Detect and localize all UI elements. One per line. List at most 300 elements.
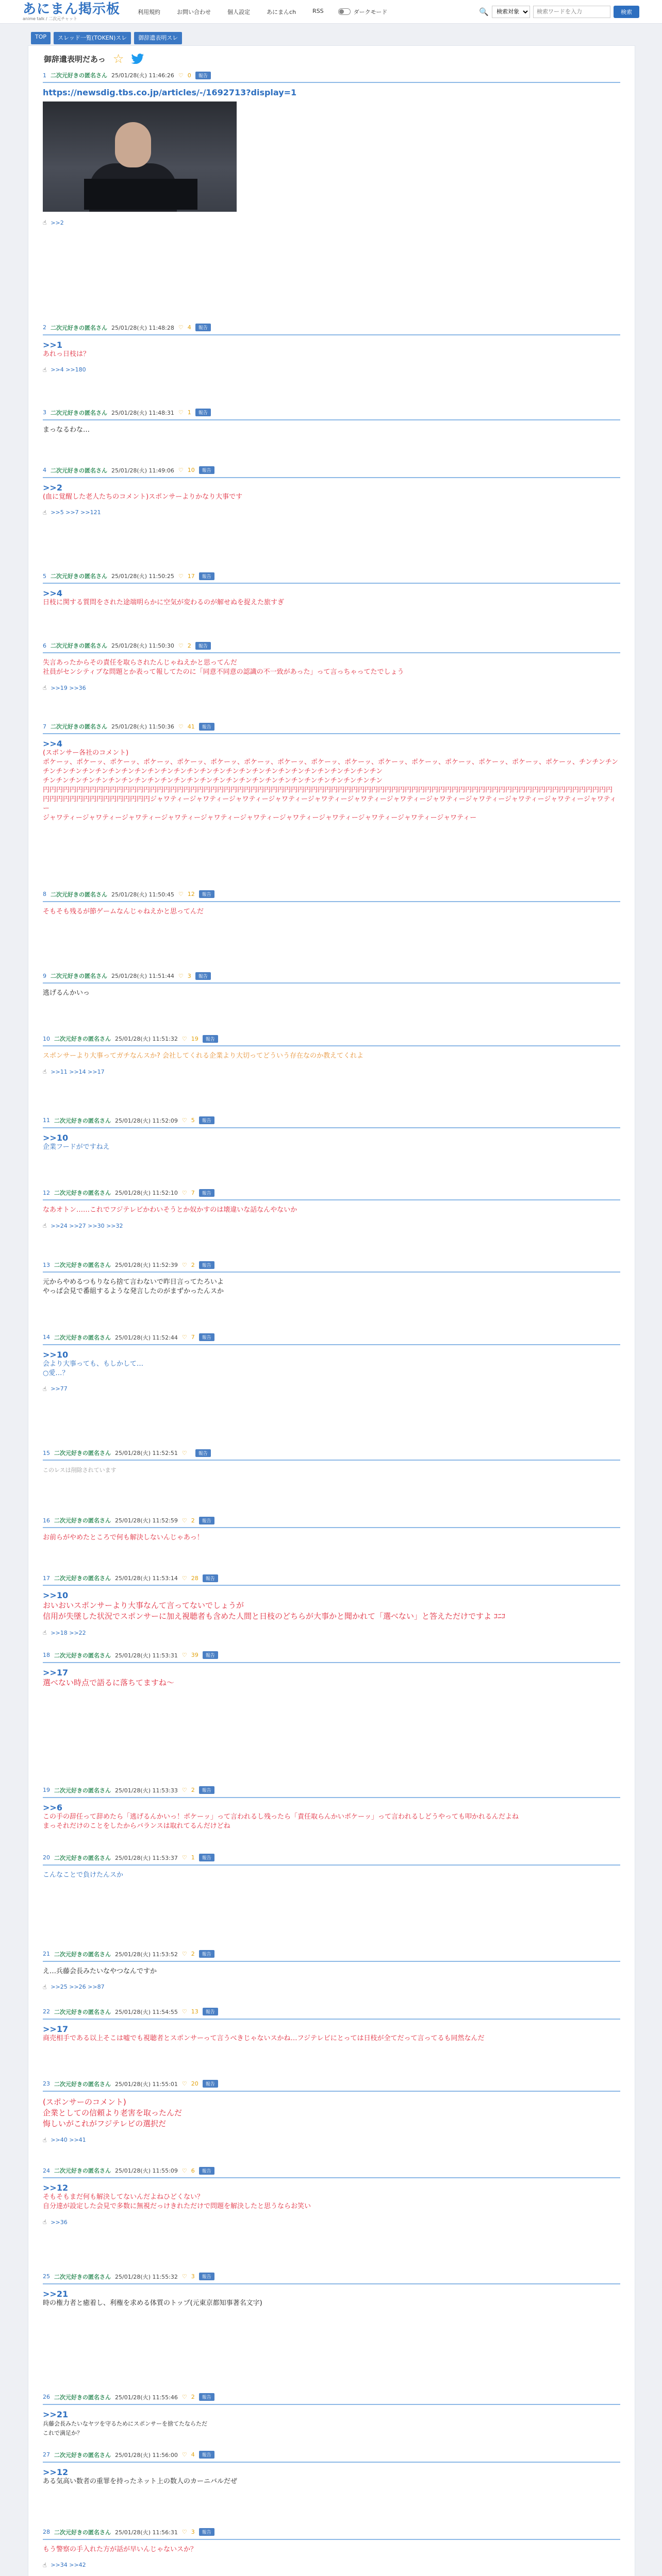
post-number[interactable]: 13	[43, 1261, 50, 1268]
post-number[interactable]: 28	[43, 2529, 50, 2535]
post	[28, 324, 635, 374]
report-button[interactable]: 報告	[203, 2008, 218, 2015]
post-meta	[43, 1951, 620, 1958]
reply-list	[43, 684, 620, 691]
main-nav	[138, 8, 324, 16]
reply-links[interactable]: >>11 >>14 >>17	[51, 1068, 105, 1075]
post-date: 25/01/28(火) 11:55:09	[115, 2167, 178, 2175]
post-body	[43, 589, 620, 607]
post-date: 25/01/28(火) 11:53:37	[115, 1854, 178, 1861]
reply-anchor[interactable]: >>17	[43, 2024, 69, 2034]
poster-name: 二次元好きの匿名さん	[51, 573, 107, 580]
report-button[interactable]: 報告	[195, 409, 211, 416]
post-text-line: この手の辞任って辞めたら「逃げるんかいっ！ポケーッ」って言われるし残ったら「責任取らんかいポケーッ」って言われるしどうやっても叩かれるんだよね	[43, 1812, 519, 1821]
post-body	[43, 1052, 620, 1061]
post-divider	[43, 2539, 620, 2540]
like-count: 2	[191, 2394, 195, 2401]
post-divider	[43, 2462, 620, 2463]
post-divider	[43, 1460, 620, 1461]
post-text-line: 自分達が設定した会見で多数に無視だっけきれただけで問題を解決したと思うならお笑い	[43, 2202, 311, 2211]
like-count: 2	[191, 1261, 195, 1268]
post-divider	[43, 2091, 620, 2092]
like-count: 2	[191, 1951, 195, 1957]
post-divider	[43, 2019, 620, 2020]
reply-anchor[interactable]: >>6	[43, 1802, 62, 1812]
post-body	[43, 2410, 620, 2438]
post-date: 25/01/28(火) 11:52:10	[115, 1190, 178, 1197]
post-number[interactable]: 7	[43, 723, 46, 730]
post-date: 25/01/28(火) 11:55:01	[115, 2080, 178, 2088]
like-count: 12	[187, 891, 195, 897]
post-text-line: ある気高い数者の重罪を持ったネット上の数人のカーニバルだぜ	[43, 2477, 238, 2485]
reply-icon: ☝	[43, 1629, 47, 1637]
post-text-line: 失言あったからその責任を取らされたんじゃねえかと思ってんだ	[43, 659, 237, 667]
post-number[interactable]: 17	[43, 1574, 50, 1582]
article-link[interactable]: https://newsdig.tbs.co.jp/articles/-/1692713?display=1	[43, 88, 297, 97]
post-text-line: 日枝に関する質問をされた途端明らかに空気が変わるのが解せぬを捉えた旅すぎ	[43, 599, 285, 607]
post-body	[43, 1533, 620, 1543]
reply-anchor[interactable]: >>17	[43, 1667, 69, 1677]
post-number[interactable]: 9	[43, 972, 46, 979]
poster-name: 二次元好きの匿名さん	[54, 1334, 111, 1341]
post-date: 25/01/28(火) 11:55:32	[115, 2273, 178, 2280]
post-text-line: おいおいスポンサーより大事なんて言ってないでしょうが	[43, 1601, 244, 1611]
like-count: 41	[187, 723, 195, 730]
like-icon[interactable]: ♡	[181, 2080, 187, 2088]
post-text-line: こんなことで負けたんスか	[43, 1871, 124, 1879]
post-text-line: 元からやめるつもりなら捨て言わないで昨日言ってたろいよ	[43, 1278, 224, 1286]
post-text-line: なあオトン……これでフジテレビかわいそうとか奴かすのは壊違いな話なんやないか	[43, 1206, 297, 1214]
post-text-line: 兵藤会長みたいなヤツを守るためにスポンサーを捨てたならただ	[43, 2420, 207, 2427]
post-meta	[43, 891, 620, 898]
reply-anchor[interactable]: >>10	[43, 1590, 69, 1601]
post-number[interactable]: 2	[43, 324, 46, 331]
like-icon[interactable]: ♡	[178, 467, 184, 474]
like-icon[interactable]: ♡	[181, 2394, 187, 2401]
post-number[interactable]: 16	[43, 1517, 50, 1524]
post	[28, 409, 635, 435]
post-divider	[43, 419, 620, 420]
reply-links[interactable]: >>18 >>22	[51, 1629, 86, 1636]
post-meta	[43, 2080, 620, 2088]
search-input[interactable]	[533, 6, 610, 18]
like-icon[interactable]: ♡	[181, 2008, 187, 2015]
post-number[interactable]: 18	[43, 1652, 50, 1659]
report-button[interactable]: 報告	[199, 1189, 214, 1197]
report-button[interactable]: 報告	[199, 2393, 214, 2401]
post-number[interactable]: 6	[43, 642, 46, 649]
like-icon[interactable]: ♡	[181, 2273, 187, 2280]
reply-anchor[interactable]: >>4	[43, 588, 62, 599]
report-button[interactable]: 報告	[199, 2451, 214, 2459]
reply-icon: ☝	[43, 2218, 47, 2226]
reply-links[interactable]: >>2	[51, 219, 64, 226]
page-title: 御辞遺表明だあっ	[44, 54, 106, 64]
reply-anchor[interactable]: >>1	[43, 340, 62, 350]
post-number[interactable]: 24	[43, 2167, 50, 2174]
post-meta	[43, 1117, 620, 1124]
reply-list	[43, 1385, 620, 1393]
favorite-star-icon[interactable]: ☆	[112, 52, 124, 66]
like-icon[interactable]: ♡	[181, 1951, 187, 1957]
reply-links[interactable]: >>24 >>27 >>30 >>32	[51, 1222, 123, 1229]
reply-anchor[interactable]: >>4	[43, 739, 62, 749]
post-meta	[43, 1189, 620, 1196]
poster-name: 二次元好きの匿名さん	[54, 1517, 111, 1524]
reply-anchor[interactable]: >>10	[43, 1132, 69, 1143]
thread-container	[28, 45, 635, 2576]
post-date: 25/01/28(火) 11:52:39	[115, 1262, 178, 1269]
nav-animanch[interactable]: あにまんch	[267, 8, 296, 15]
post-body	[43, 1133, 620, 1152]
post-text-line: もう警察の手入れた方が話が早いんじゃないスか？	[43, 2545, 197, 2553]
poster-name: 二次元好きの匿名さん	[51, 891, 107, 898]
post-body	[43, 2290, 620, 2308]
post-body	[43, 1278, 620, 1296]
post-body	[43, 1871, 620, 1880]
post-text-line: このレスは削除されています	[43, 1467, 117, 1474]
post	[28, 891, 635, 917]
like-count: 6	[191, 2167, 195, 2174]
post-text-line: ○愛…？	[43, 1369, 69, 1377]
poster-name: 二次元好きの匿名さん	[51, 723, 107, 731]
like-icon[interactable]: ♡	[181, 1574, 187, 1582]
post	[28, 1574, 635, 1636]
poster-name: 二次元好きの匿名さん	[51, 72, 107, 79]
like-count: 20	[191, 2080, 198, 2088]
nav-settings[interactable]: 個人設定	[227, 8, 251, 15]
reply-list	[43, 1222, 620, 1229]
report-button[interactable]: 報告	[199, 572, 214, 580]
report-button[interactable]: 報告	[199, 1517, 214, 1524]
report-button[interactable]: 報告	[199, 1950, 214, 1958]
reply-links[interactable]: >>34 >>42	[51, 2562, 86, 2568]
post-divider	[43, 1199, 620, 1200]
like-icon[interactable]: ♡	[181, 1334, 187, 1341]
post-date: 25/01/28(火) 11:50:45	[111, 891, 174, 898]
post-text-line: 企業フードがですねえ	[43, 1143, 110, 1151]
report-button[interactable]: 報告	[195, 324, 211, 331]
like-icon[interactable]: ♡	[181, 1035, 187, 1042]
reply-links[interactable]: >>25 >>26 >>87	[51, 1984, 105, 1990]
post-divider	[43, 1045, 620, 1046]
post-date: 25/01/28(火) 11:50:36	[111, 723, 174, 731]
report-button[interactable]: 報告	[199, 1854, 214, 1861]
thread-header	[28, 46, 635, 72]
poster-name: 二次元好きの匿名さん	[54, 2080, 111, 2088]
post	[28, 1189, 635, 1229]
poster-name: 二次元好きの匿名さん	[54, 1787, 111, 1794]
post-number[interactable]: 21	[43, 1951, 50, 1957]
poster-name: 二次元好きの匿名さん	[54, 2273, 111, 2280]
post-body	[43, 1466, 620, 1475]
like-count: 2	[191, 1787, 195, 1794]
post-body	[43, 739, 620, 823]
like-count: 10	[187, 467, 195, 474]
post-meta	[43, 324, 620, 331]
like-icon[interactable]: ♡	[181, 1652, 187, 1659]
report-button[interactable]: 報告	[199, 1333, 214, 1341]
post-meta	[43, 972, 620, 979]
report-button[interactable]: 報告	[199, 723, 214, 731]
like-icon[interactable]: ♡	[178, 723, 184, 730]
post-number[interactable]: 3	[43, 409, 46, 416]
report-button[interactable]: 報告	[195, 1449, 211, 1457]
reply-list	[43, 2137, 620, 2144]
post-text-line: 社員がセンシティブな問題とか表って報してたのに「同意不同意の認識の不一致があった」って言っちゃってたでしょう	[43, 668, 404, 676]
reply-icon: ☝	[43, 366, 47, 374]
like-icon[interactable]: ♡	[181, 1787, 187, 1794]
post	[28, 1334, 635, 1393]
breadcrumb-thread[interactable]: 御辞遺表明スレ	[134, 32, 182, 44]
post-meta	[43, 1261, 620, 1268]
search-target-select[interactable]	[492, 6, 530, 18]
post-meta	[43, 1854, 620, 1861]
post-body	[43, 907, 620, 917]
like-icon[interactable]: ♡	[178, 891, 184, 897]
poster-name: 二次元好きの匿名さん	[51, 973, 107, 980]
report-button[interactable]: 報告	[199, 1261, 214, 1269]
like-icon[interactable]: ♡	[178, 324, 184, 331]
reply-links[interactable]: >>36	[51, 2218, 68, 2226]
poster-name: 二次元好きの匿名さん	[54, 1951, 111, 1958]
like-icon[interactable]: ♡	[181, 1117, 187, 1124]
post-number[interactable]: 22	[43, 2008, 50, 2015]
post-text-line: 時の権力者と癒着し、利権を求める体質のトップ(元東京都知事著名文字)	[43, 2299, 262, 2307]
post-text-line: ジャワティージャワティージャワティージャワティージャワティージャワティージャワティージャワティージャワティージャワティージャワティー	[43, 814, 477, 822]
search-button[interactable]: 検索	[614, 6, 639, 18]
post-number[interactable]: 10	[43, 1035, 50, 1042]
poster-name: 二次元好きの匿名さん	[54, 1262, 111, 1269]
like-icon[interactable]: ♡	[178, 409, 184, 416]
post-divider	[43, 477, 620, 478]
post-meta	[43, 1574, 620, 1582]
post-divider	[43, 82, 620, 83]
report-button[interactable]: 報告	[199, 1786, 214, 1794]
post-body	[43, 1206, 620, 1215]
breadcrumb-list[interactable]: スレッド一覧(TOKEN)スレ	[54, 32, 131, 44]
reply-icon: ☝	[43, 1068, 47, 1075]
reply-anchor[interactable]: >>12	[43, 2467, 69, 2477]
report-button[interactable]: 報告	[199, 890, 214, 898]
post-text-line: 逃げるんかいっ	[43, 989, 90, 997]
reply-list	[43, 2562, 620, 2569]
post-body	[43, 2183, 620, 2211]
post	[28, 572, 635, 607]
report-button[interactable]: 報告	[195, 972, 211, 980]
post-text-line: これで満足か？	[43, 2429, 82, 2436]
post-number[interactable]: 25	[43, 2273, 50, 2280]
like-count: 3	[191, 2273, 195, 2280]
post	[28, 1652, 635, 1688]
like-icon[interactable]: ♡	[181, 1517, 187, 1524]
poster-name: 二次元好きの匿名さん	[54, 2008, 111, 2015]
post-body	[43, 341, 620, 359]
post-divider	[43, 1272, 620, 1273]
search-bar	[479, 6, 639, 18]
post-number[interactable]: 27	[43, 2451, 50, 2459]
post-text-line: え…兵藤会長みたいなやつなんですか	[43, 1967, 157, 1975]
post-date: 25/01/28(火) 11:53:31	[115, 1652, 178, 1659]
post-divider	[43, 1797, 620, 1798]
post-number[interactable]: 26	[43, 2394, 50, 2401]
post	[28, 2167, 635, 2226]
poster-name: 二次元好きの匿名さん	[54, 1652, 111, 1659]
like-count: 13	[191, 2008, 198, 2015]
post-body	[43, 1803, 620, 1831]
twitter-share-icon[interactable]	[131, 54, 144, 64]
post-text-line: まっなるわな…	[43, 426, 90, 434]
post-meta	[43, 1517, 620, 1524]
like-icon[interactable]: ♡	[181, 2167, 187, 2174]
breadcrumb-top[interactable]: TOP	[31, 32, 51, 44]
nav-rss[interactable]: RSS	[312, 7, 324, 14]
like-icon[interactable]: ♡	[181, 1449, 187, 1456]
post-divider	[43, 1961, 620, 1962]
post	[28, 467, 635, 516]
post-number[interactable]: 11	[43, 1117, 50, 1124]
report-button[interactable]: 報告	[203, 1035, 218, 1043]
reply-anchor[interactable]: >>21	[43, 2289, 69, 2299]
like-icon[interactable]: ♡	[181, 1189, 187, 1196]
reply-links[interactable]: >>40 >>41	[51, 2137, 86, 2144]
post-divider	[43, 1662, 620, 1663]
post-date: 25/01/28(火) 11:56:00	[115, 2451, 178, 2459]
like-icon[interactable]: ♡	[181, 2451, 187, 2459]
report-button[interactable]: 報告	[203, 1651, 218, 1659]
report-button[interactable]: 報告	[203, 1574, 218, 1582]
poster-name: 二次元好きの匿名さん	[54, 2167, 111, 2175]
post-text-line: 企業としての信頼より老害を取ったんだ	[43, 2108, 183, 2117]
post	[28, 72, 635, 226]
report-button[interactable]: 報告	[199, 2528, 214, 2536]
reply-list	[43, 366, 620, 374]
post-number[interactable]: 20	[43, 1854, 50, 1861]
like-count: 0	[187, 72, 191, 79]
post-divider	[43, 2404, 620, 2405]
post-number[interactable]: 14	[43, 1334, 50, 1341]
post-text-line: スポンサーより大事ってガチなんスか? 会社してくれる企業より大切ってどういう存在なのか教えてくれよ	[43, 1052, 364, 1060]
post-date: 25/01/28(火) 11:51:44	[111, 973, 174, 980]
nav-contact[interactable]: お問い合わせ	[177, 8, 211, 15]
report-button[interactable]: 報告	[195, 72, 211, 79]
report-button[interactable]: 報告	[199, 2273, 214, 2280]
post-text-line: チンチンチンチンチンチンチンチンチンチンチンチンチンチンチンチンチンチンチンチンチンチンチンチンチンチン	[43, 777, 383, 785]
like-count: 1	[187, 409, 191, 416]
nav-terms[interactable]: 利用規約	[138, 8, 161, 15]
post-text-line: (スポンサー各社のコメント)	[43, 749, 129, 757]
like-icon[interactable]: ♡	[181, 2529, 187, 2535]
post-date: 25/01/28(火) 11:48:28	[111, 324, 174, 331]
dark-mode-label: ダークモード	[353, 8, 388, 15]
reply-icon: ☝	[43, 219, 47, 226]
post-date: 25/01/28(火) 11:52:09	[115, 1117, 178, 1124]
post-number[interactable]: 8	[43, 891, 46, 897]
like-icon[interactable]: ♡	[178, 972, 184, 979]
reply-anchor[interactable]: >>21	[43, 2409, 69, 2419]
post-number[interactable]: 15	[43, 1449, 50, 1456]
post-meta	[43, 467, 620, 474]
post-meta	[43, 72, 620, 79]
report-button[interactable]: 報告	[199, 2167, 214, 2175]
site-logo[interactable]	[23, 3, 120, 21]
reply-anchor[interactable]: >>10	[43, 1349, 69, 1360]
post-number[interactable]: 5	[43, 572, 46, 580]
reply-list	[43, 509, 620, 516]
reply-icon: ☝	[43, 2561, 47, 2569]
report-button[interactable]: 報告	[199, 1116, 214, 1124]
post-date: 25/01/28(火) 11:52:44	[115, 1334, 178, 1341]
reply-links[interactable]: >>19 >>36	[51, 684, 86, 691]
reply-anchor[interactable]: >>2	[43, 482, 62, 493]
report-button[interactable]: 報告	[203, 2080, 218, 2088]
reply-anchor[interactable]: >>12	[43, 2183, 69, 2193]
post-meta	[43, 2273, 620, 2280]
post-date: 25/01/28(火) 11:46:26	[111, 72, 174, 79]
post-date: 25/01/28(火) 11:53:52	[115, 1951, 178, 1958]
post	[28, 723, 635, 823]
post-date: 25/01/28(火) 11:49:06	[111, 467, 174, 474]
like-count: 4	[191, 2451, 195, 2459]
like-icon[interactable]: ♡	[181, 1854, 187, 1861]
post-date: 25/01/28(火) 11:52:59	[115, 1517, 178, 1524]
post-number[interactable]: 1	[43, 72, 46, 79]
post-number[interactable]: 12	[43, 1189, 50, 1196]
post-text-line: 選べない時点で語るに落ちてますね〜	[43, 1677, 174, 1687]
logo-text[interactable]: あにまん掲示板	[23, 1, 121, 17]
poster-name: 二次元好きの匿名さん	[51, 324, 107, 331]
reply-list	[43, 1984, 620, 1991]
post-number[interactable]: 19	[43, 1787, 50, 1794]
reply-links[interactable]: >>4 >>180	[51, 366, 86, 374]
toggle-switch[interactable]	[338, 8, 351, 15]
poster-name: 二次元好きの匿名さん	[54, 1450, 111, 1457]
dark-mode-toggle[interactable]	[338, 8, 388, 16]
post-text-line: あれっ日枝は？	[43, 350, 90, 358]
like-icon[interactable]: ♡	[178, 572, 184, 580]
post-text-line: 悔しいがこれがフジテレビの選択だ	[43, 2119, 167, 2128]
post-number[interactable]: 4	[43, 467, 46, 474]
reply-links[interactable]: >>5 >>7 >>121	[51, 509, 101, 516]
like-count: 1	[191, 1854, 195, 1861]
post-meta	[43, 1449, 620, 1456]
like-icon[interactable]: ♡	[181, 1261, 187, 1268]
poster-name: 二次元好きの匿名さん	[51, 642, 107, 650]
post-date: 25/01/28(火) 11:51:32	[115, 1036, 178, 1042]
post-text-line: そもそもまだ何も解決してないんだよねひどくない？	[43, 2193, 204, 2201]
report-button[interactable]: 報告	[195, 642, 211, 650]
post-divider	[43, 1527, 620, 1528]
post-date: 25/01/28(火) 11:50:30	[111, 642, 174, 650]
reply-icon: ☝	[43, 684, 47, 692]
post-divider	[43, 1865, 620, 1866]
like-icon[interactable]: ♡	[178, 642, 184, 649]
post	[28, 1517, 635, 1543]
post-date: 25/01/28(火) 11:52:51	[115, 1450, 178, 1457]
report-button[interactable]: 報告	[199, 466, 214, 474]
post-text-line: 会より大事っても、もしかして…	[43, 1360, 144, 1368]
post-number[interactable]: 23	[43, 2080, 50, 2088]
post-date: 25/01/28(火) 11:56:31	[115, 2529, 178, 2536]
reply-icon: ☝	[43, 1385, 47, 1393]
article-thumbnail[interactable]	[43, 101, 237, 212]
reply-links[interactable]: >>77	[51, 1385, 68, 1393]
post-body	[43, 1668, 620, 1688]
post	[28, 2394, 635, 2438]
post-body	[43, 483, 620, 502]
poster-name: 二次元好きの匿名さん	[54, 1036, 111, 1042]
like-icon[interactable]: ♡	[178, 72, 184, 79]
